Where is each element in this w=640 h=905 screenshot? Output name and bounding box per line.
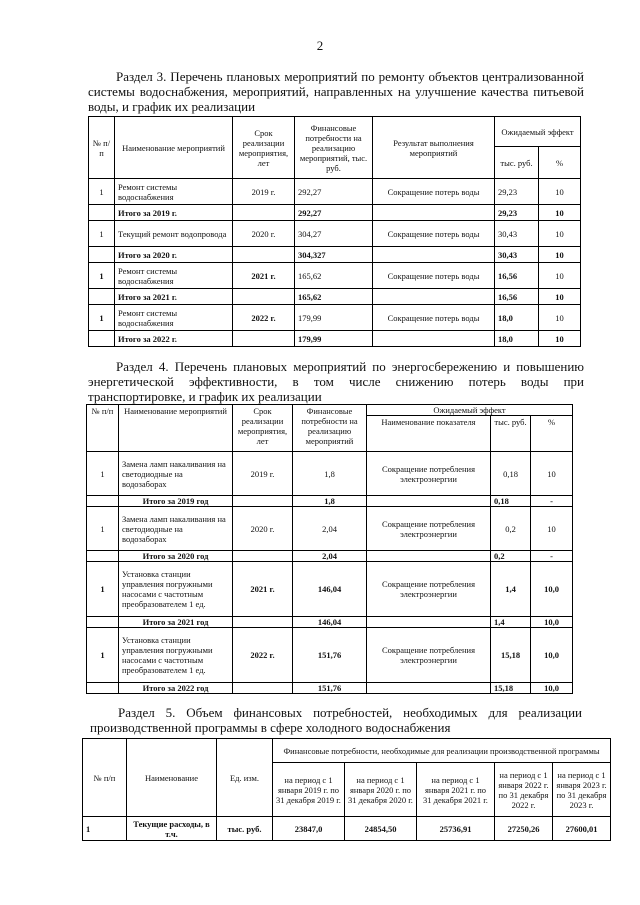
s4-cell-pct: 10 xyxy=(531,507,573,551)
s4-cell-term: 2022 г. xyxy=(233,628,293,683)
s4-total-label: Итого за 2021 год xyxy=(119,617,233,628)
s5-header-unit: Ед. изм. xyxy=(217,739,273,817)
s3-cell-term: 2019 г. xyxy=(233,179,295,205)
table-row xyxy=(89,221,581,247)
table-row xyxy=(83,817,611,841)
table-row-total xyxy=(89,289,581,305)
s5-header-period: на период с 1 января 2019 г. по 31 декабря 2019 г. xyxy=(273,763,345,817)
s4-header-effect: Ожидаемый эффект xyxy=(367,405,573,416)
s3-cell-result: Сокращение потерь воды xyxy=(373,179,495,205)
s5-cell-value: 27600,01 xyxy=(553,817,611,841)
section4-table xyxy=(86,404,573,694)
s5-cell-unit: тыс. руб. xyxy=(217,817,273,841)
s4-total-finance: 151,76 xyxy=(293,683,367,694)
s5-header-period: на период с 1 января 2022 г. по 31 декабря 2022 г. xyxy=(495,763,553,817)
s3-cell-result: Сокращение потерь воды xyxy=(373,221,495,247)
s3-cell-finance: 292,27 xyxy=(295,179,373,205)
section5-heading-text: Раздел 5. Объем финансовых потребностей, необходимых для реализации производственной программы в сфере холодного водоснабжения xyxy=(90,705,582,735)
s4-cell-rub: 15,18 xyxy=(491,628,531,683)
s3-cell-pct: 10 xyxy=(539,305,581,331)
s5-header-period: на период с 1 января 2020 г. по 31 декабря 2020 г. xyxy=(345,763,417,817)
s3-header-effect: Ожидаемый эффект xyxy=(495,117,581,147)
table-row-total xyxy=(87,617,573,628)
s5-cell-value: 24854,50 xyxy=(345,817,417,841)
s4-cell-pct: 10,0 xyxy=(531,628,573,683)
section3-heading xyxy=(88,69,584,114)
s3-total-finance: 292,27 xyxy=(295,205,373,221)
s3-cell-term: 2022 г. xyxy=(233,305,295,331)
table-row xyxy=(89,263,581,289)
s4-header-pct: % xyxy=(531,416,573,452)
s3-header-rub: тыс. руб. xyxy=(495,147,539,179)
s5-cell-value: 27250,26 xyxy=(495,817,553,841)
s4-cell-result: Сокращение потребления электроэнергии xyxy=(367,562,491,617)
section4-heading-text: Раздел 4. Перечень плановых мероприятий по энергосбережению и повышению энергетической эффективности, в том числе снижению потерь воды при транспортировке, и график их реализации xyxy=(88,359,584,404)
page-number: 2 xyxy=(316,38,324,53)
s3-total-pct: 10 xyxy=(539,247,581,263)
s3-header-name: Наименование мероприятий xyxy=(115,117,233,179)
s4-total-label: Итого за 2020 год xyxy=(119,551,233,562)
s4-total-pct: - xyxy=(531,551,573,562)
table-row xyxy=(89,179,581,205)
s3-cell-rub: 16,56 xyxy=(495,263,539,289)
table-row xyxy=(89,305,581,331)
s3-cell-name: Ремонт системы водоснабжения xyxy=(115,305,233,331)
s3-total-pct: 10 xyxy=(539,331,581,347)
s3-total-label: Итого за 2019 г. xyxy=(115,205,233,221)
s3-header-term: Срок реализации мероприятия, лет xyxy=(233,117,295,179)
s3-total-label: Итого за 2021 г. xyxy=(115,289,233,305)
s3-total-label: Итого за 2022 г. xyxy=(115,331,233,347)
s3-cell-pct: 10 xyxy=(539,221,581,247)
s4-cell-finance: 1,8 xyxy=(293,452,367,496)
s3-cell-finance: 165,62 xyxy=(295,263,373,289)
section5-heading xyxy=(90,705,582,735)
s3-total-pct: 10 xyxy=(539,289,581,305)
s3-cell-num: 1 xyxy=(89,221,115,247)
s4-total-pct: 10,0 xyxy=(531,683,573,694)
s4-cell-term: 2019 г. xyxy=(233,452,293,496)
s3-cell-rub: 29,23 xyxy=(495,179,539,205)
s5-header-name: Наименование xyxy=(127,739,217,817)
s4-cell-num: 1 xyxy=(87,562,119,617)
s3-cell-rub: 18,0 xyxy=(495,305,539,331)
s3-total-rub: 30,43 xyxy=(495,247,539,263)
table-row xyxy=(87,452,573,496)
table-row-total xyxy=(89,331,581,347)
s3-total-finance: 165,62 xyxy=(295,289,373,305)
s4-cell-name: Замена ламп накаливания на светодиодные на водозаборах xyxy=(119,452,233,496)
s4-cell-num: 1 xyxy=(87,507,119,551)
s4-cell-rub: 0,18 xyxy=(491,452,531,496)
s4-cell-finance: 151,76 xyxy=(293,628,367,683)
section4-heading xyxy=(88,359,584,404)
table-row-total xyxy=(87,551,573,562)
s4-cell-name: Установка станции управления погружными насосами с частотным преобразователем 1 ед. xyxy=(119,562,233,617)
s3-cell-rub: 30,43 xyxy=(495,221,539,247)
s4-total-pct: - xyxy=(531,496,573,507)
s3-cell-num: 1 xyxy=(89,179,115,205)
table-row-total xyxy=(89,205,581,221)
s4-total-finance: 1,8 xyxy=(293,496,367,507)
s5-cell-value: 23847,0 xyxy=(273,817,345,841)
table-row xyxy=(87,562,573,617)
s4-cell-term: 2021 г. xyxy=(233,562,293,617)
s4-header-finance: Финансовые потребности на реализацию мероприятий xyxy=(293,405,367,452)
s3-total-finance: 179,99 xyxy=(295,331,373,347)
s4-total-rub: 0,2 xyxy=(491,551,531,562)
s4-cell-finance: 2,04 xyxy=(293,507,367,551)
section5-table xyxy=(82,738,611,841)
s3-cell-term: 2020 г. xyxy=(233,221,295,247)
s4-cell-num: 1 xyxy=(87,452,119,496)
s4-header-num: № п/п xyxy=(87,405,119,452)
table-row-total xyxy=(87,683,573,694)
table-row-total xyxy=(89,247,581,263)
s5-cell-num: 1 xyxy=(83,817,127,841)
s5-cell-name: Текущие расходы, в т.ч. xyxy=(127,817,217,841)
s5-header-period: на период с 1 января 2023 г. по 31 декабря 2023 г. xyxy=(553,763,611,817)
s4-header-name: Наименование мероприятий xyxy=(119,405,233,452)
s3-cell-finance: 179,99 xyxy=(295,305,373,331)
s4-total-rub: 15,18 xyxy=(491,683,531,694)
table-row xyxy=(87,507,573,551)
s3-cell-result: Сокращение потерь воды xyxy=(373,305,495,331)
s3-cell-name: Ремонт системы водоснабжения xyxy=(115,263,233,289)
s4-cell-pct: 10 xyxy=(531,452,573,496)
table-row xyxy=(87,628,573,683)
s3-cell-pct: 10 xyxy=(539,263,581,289)
s3-cell-term: 2021 г. xyxy=(233,263,295,289)
s3-cell-finance: 304,27 xyxy=(295,221,373,247)
s4-cell-result: Сокращение потребления электроэнергии xyxy=(367,507,491,551)
s4-header-term: Срок реализации мероприятия, лет xyxy=(233,405,293,452)
s3-header-pct: % xyxy=(539,147,581,179)
s3-total-label: Итого за 2020 г. xyxy=(115,247,233,263)
s4-cell-pct: 10,0 xyxy=(531,562,573,617)
section3-heading-text: Раздел 3. Перечень плановых мероприятий по ремонту объектов централизованной системы водоснабжения, мероприятий, направленных на улучшение качества питьевой воды, и график их реализации xyxy=(88,69,584,114)
s4-total-label: Итого за 2019 год xyxy=(119,496,233,507)
s3-total-rub: 16,56 xyxy=(495,289,539,305)
s4-cell-name: Замена ламп накаливания на светодиодные на водозаборах xyxy=(119,507,233,551)
s3-cell-name: Текущий ремонт водопровода xyxy=(115,221,233,247)
s4-cell-finance: 146,04 xyxy=(293,562,367,617)
s3-cell-num: 1 xyxy=(89,305,115,331)
s5-cell-value: 25736,91 xyxy=(417,817,495,841)
s3-header-result: Результат выполнения мероприятий xyxy=(373,117,495,179)
s5-header-period: на период с 1 января 2021 г. по 31 декабря 2021 г. xyxy=(417,763,495,817)
s4-cell-rub: 0,2 xyxy=(491,507,531,551)
s4-total-pct: 10,0 xyxy=(531,617,573,628)
s4-cell-result: Сокращение потребления электроэнергии xyxy=(367,628,491,683)
table-row-total xyxy=(87,496,573,507)
s3-header-finance: Финансовые потребности на реализацию мероприятий, тыс. руб. xyxy=(295,117,373,179)
s3-cell-pct: 10 xyxy=(539,179,581,205)
s4-cell-term: 2020 г. xyxy=(233,507,293,551)
s4-total-rub: 0,18 xyxy=(491,496,531,507)
s3-cell-result: Сокращение потерь воды xyxy=(373,263,495,289)
s4-cell-name: Установка станции управления погружными насосами с частотным преобразователем 1 ед. xyxy=(119,628,233,683)
s4-total-rub: 1,4 xyxy=(491,617,531,628)
section3-table xyxy=(88,116,581,347)
s3-cell-num: 1 xyxy=(89,263,115,289)
s3-total-rub: 18,0 xyxy=(495,331,539,347)
s3-total-pct: 10 xyxy=(539,205,581,221)
s4-total-finance: 146,04 xyxy=(293,617,367,628)
s4-cell-result: Сокращение потребления электроэнергии xyxy=(367,452,491,496)
s5-header-num: № п/п xyxy=(83,739,127,817)
s4-header-indicator: Наименование показателя xyxy=(367,416,491,452)
s3-total-finance: 304,327 xyxy=(295,247,373,263)
s3-total-rub: 29,23 xyxy=(495,205,539,221)
s3-cell-name: Ремонт системы водоснабжения xyxy=(115,179,233,205)
s4-cell-rub: 1,4 xyxy=(491,562,531,617)
s3-header-num: № п/ п xyxy=(89,117,115,179)
s4-header-rub: тыс. руб. xyxy=(491,416,531,452)
s5-header-finance: Финансовые потребности, необходимые для реализации производственной программы xyxy=(273,739,611,763)
s4-total-label: Итого за 2022 год xyxy=(119,683,233,694)
s4-cell-num: 1 xyxy=(87,628,119,683)
s4-total-finance: 2,04 xyxy=(293,551,367,562)
